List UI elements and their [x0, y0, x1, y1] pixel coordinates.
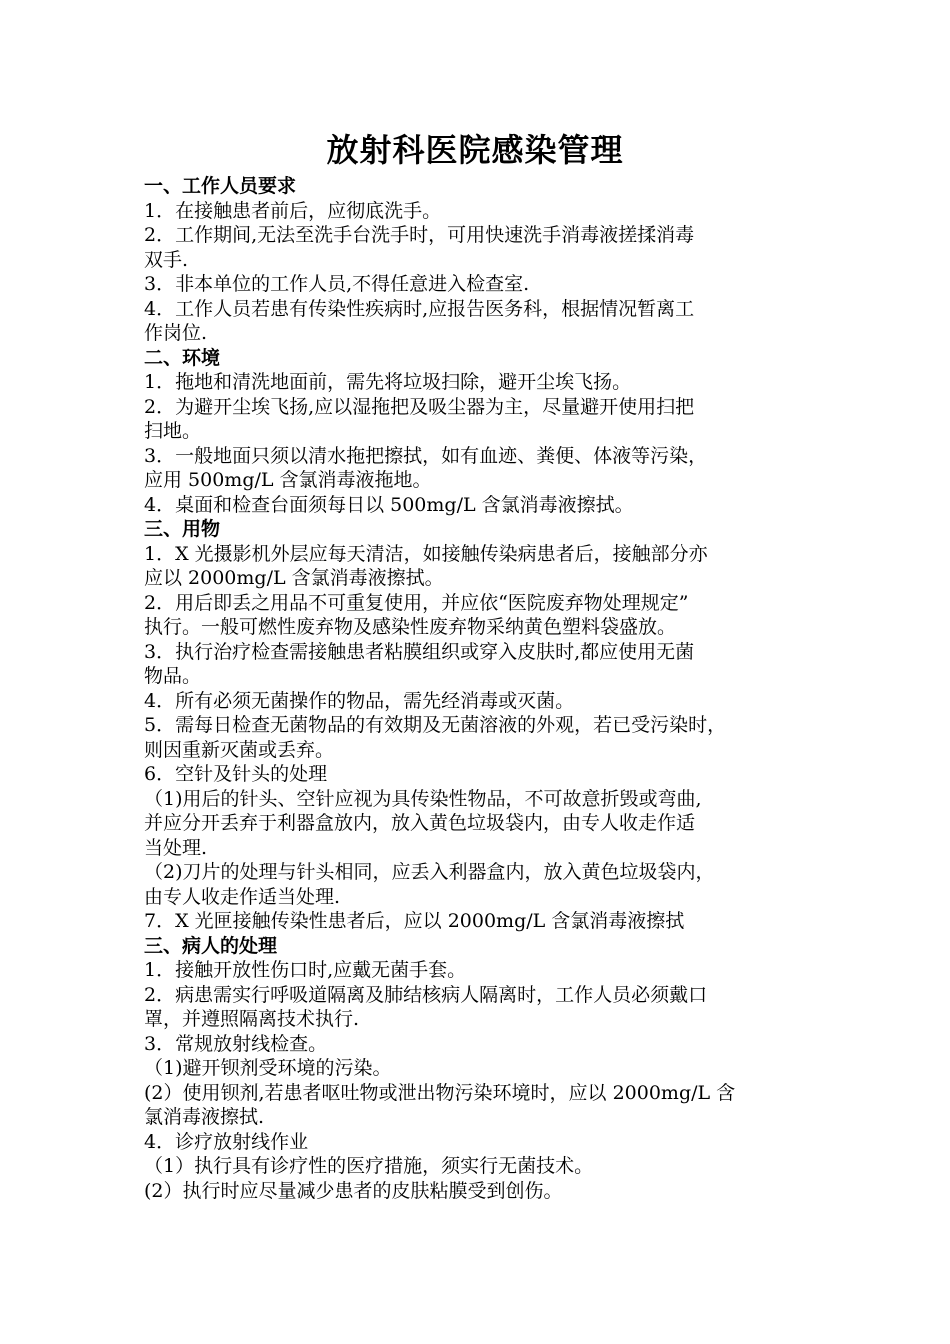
text-line: 7．X 光匣接触传染性患者后，应以 2000mg/L 含氯消毒液擦拭 [144, 910, 685, 932]
text-line: 作岗位. [144, 322, 208, 344]
text-line: 3．执行治疗检查需接触患者粘膜组织或穿入皮肤时,都应使用无菌 [144, 640, 695, 663]
text-line: 双手. [144, 248, 189, 271]
text-line: 3．一般地面只须以清水拖把擦拭，如有血迹、粪便、体液等污染， [144, 444, 708, 467]
text-line: （1)避开钡剂受环境的污染。 [144, 1057, 392, 1079]
text-line: 1．接触开放性伤口时,应戴无菌手套。 [144, 959, 467, 981]
text-line: 3．非本单位的工作人员,不得任意进入检查室. [144, 273, 530, 295]
text-line: 5．需每日检查无菌物品的有效期及无菌溶液的外观，若已受污染时， [144, 714, 727, 736]
text-line: 由专人收走作适当处理. [144, 885, 341, 908]
text-line: 扫地。 [144, 420, 202, 442]
text-line: （1)用后的针头、空针应视为具传染性物品，不可故意折毁或弯曲, [144, 787, 702, 810]
text-line: 2．用后即丢之用品不可重复使用，并应依“医院废弃物处理规定” [144, 591, 689, 614]
text-line: 2．工作期间,无法至洗手台洗手时，可用快速洗手消毒液搓揉消毒 [144, 224, 695, 246]
text-line: （2)刀片的处理与针头相同，应丢入利器盒内，放入黄色垃圾袋内， [144, 861, 715, 883]
text-line: (2）执行时应尽量减少患者的皮肤粘膜受到创伤。 [144, 1179, 563, 1202]
text-line: 应用 500mg/L 含氯消毒液拖地。 [144, 469, 432, 491]
text-line: 1．在接触患者前后，应彻底洗手。 [144, 199, 442, 222]
text-line: 4．诊疗放射线作业 [144, 1130, 309, 1153]
text-line: （1）执行具有诊疗性的医疗措施，须实行无菌技术。 [144, 1155, 594, 1177]
text-line: 应以 2000mg/L 含氯消毒液擦拭。 [144, 567, 444, 589]
text-line: 1．拖地和清洗地面前，需先将垃圾扫除，避开尘埃飞扬。 [144, 371, 632, 393]
text-line: 则因重新灭菌或丢弃。 [144, 738, 335, 761]
text-line: 4．工作人员若患有传染性疾病时,应报告医务科，根据情况暂离工 [144, 297, 695, 320]
section-heading: 三、用物 [144, 518, 221, 540]
text-line: 2．为避开尘埃飞扬,应以湿拖把及吸尘器为主，尽量避开使用扫把 [144, 395, 695, 418]
text-line: 2．病患需实行呼吸道隔离及肺结核病人隔离时，工作人员必须戴口 [144, 983, 708, 1006]
text-line: 1．X 光摄影机外层应每天清洁，如接触传染病患者后，接触部分亦 [144, 542, 708, 565]
document-body [144, 174, 824, 1203]
document-title: 放射科医院感染管理 [326, 131, 624, 169]
text-line: 3．常规放射线检查。 [144, 1032, 328, 1055]
section-heading: 一、工作人员要求 [144, 175, 297, 197]
text-line: 氯消毒液擦拭. [144, 1106, 265, 1128]
text-line: 罩，并遵照隔离技术执行. [144, 1008, 360, 1030]
section-heading: 三、病人的处理 [144, 934, 278, 957]
text-line: 当处理. [144, 836, 208, 859]
text-line: 4．所有必须无菌操作的物品，需先经消毒或灭菌。 [144, 689, 575, 712]
text-line: 6．空针及针头的处理 [144, 763, 328, 785]
text-line: 并应分开丢弃于利器盒放内，放入黄色垃圾袋内，由专人收走作适 [144, 812, 696, 834]
section-heading: 二、环境 [144, 346, 221, 369]
text-line: 执行。一般可燃性废弃物及感染性废弃物采纳黄色塑料袋盛放。 [144, 616, 677, 638]
text-line: 物品。 [144, 665, 202, 687]
text-line: 4．桌面和检查台面须每日以 500mg/L 含氯消毒液擦拭。 [144, 493, 634, 516]
text-line: (2）使用钡剂,若患者呕吐物或泄出物污染环境时，应以 2000mg/L 含 [144, 1081, 736, 1104]
